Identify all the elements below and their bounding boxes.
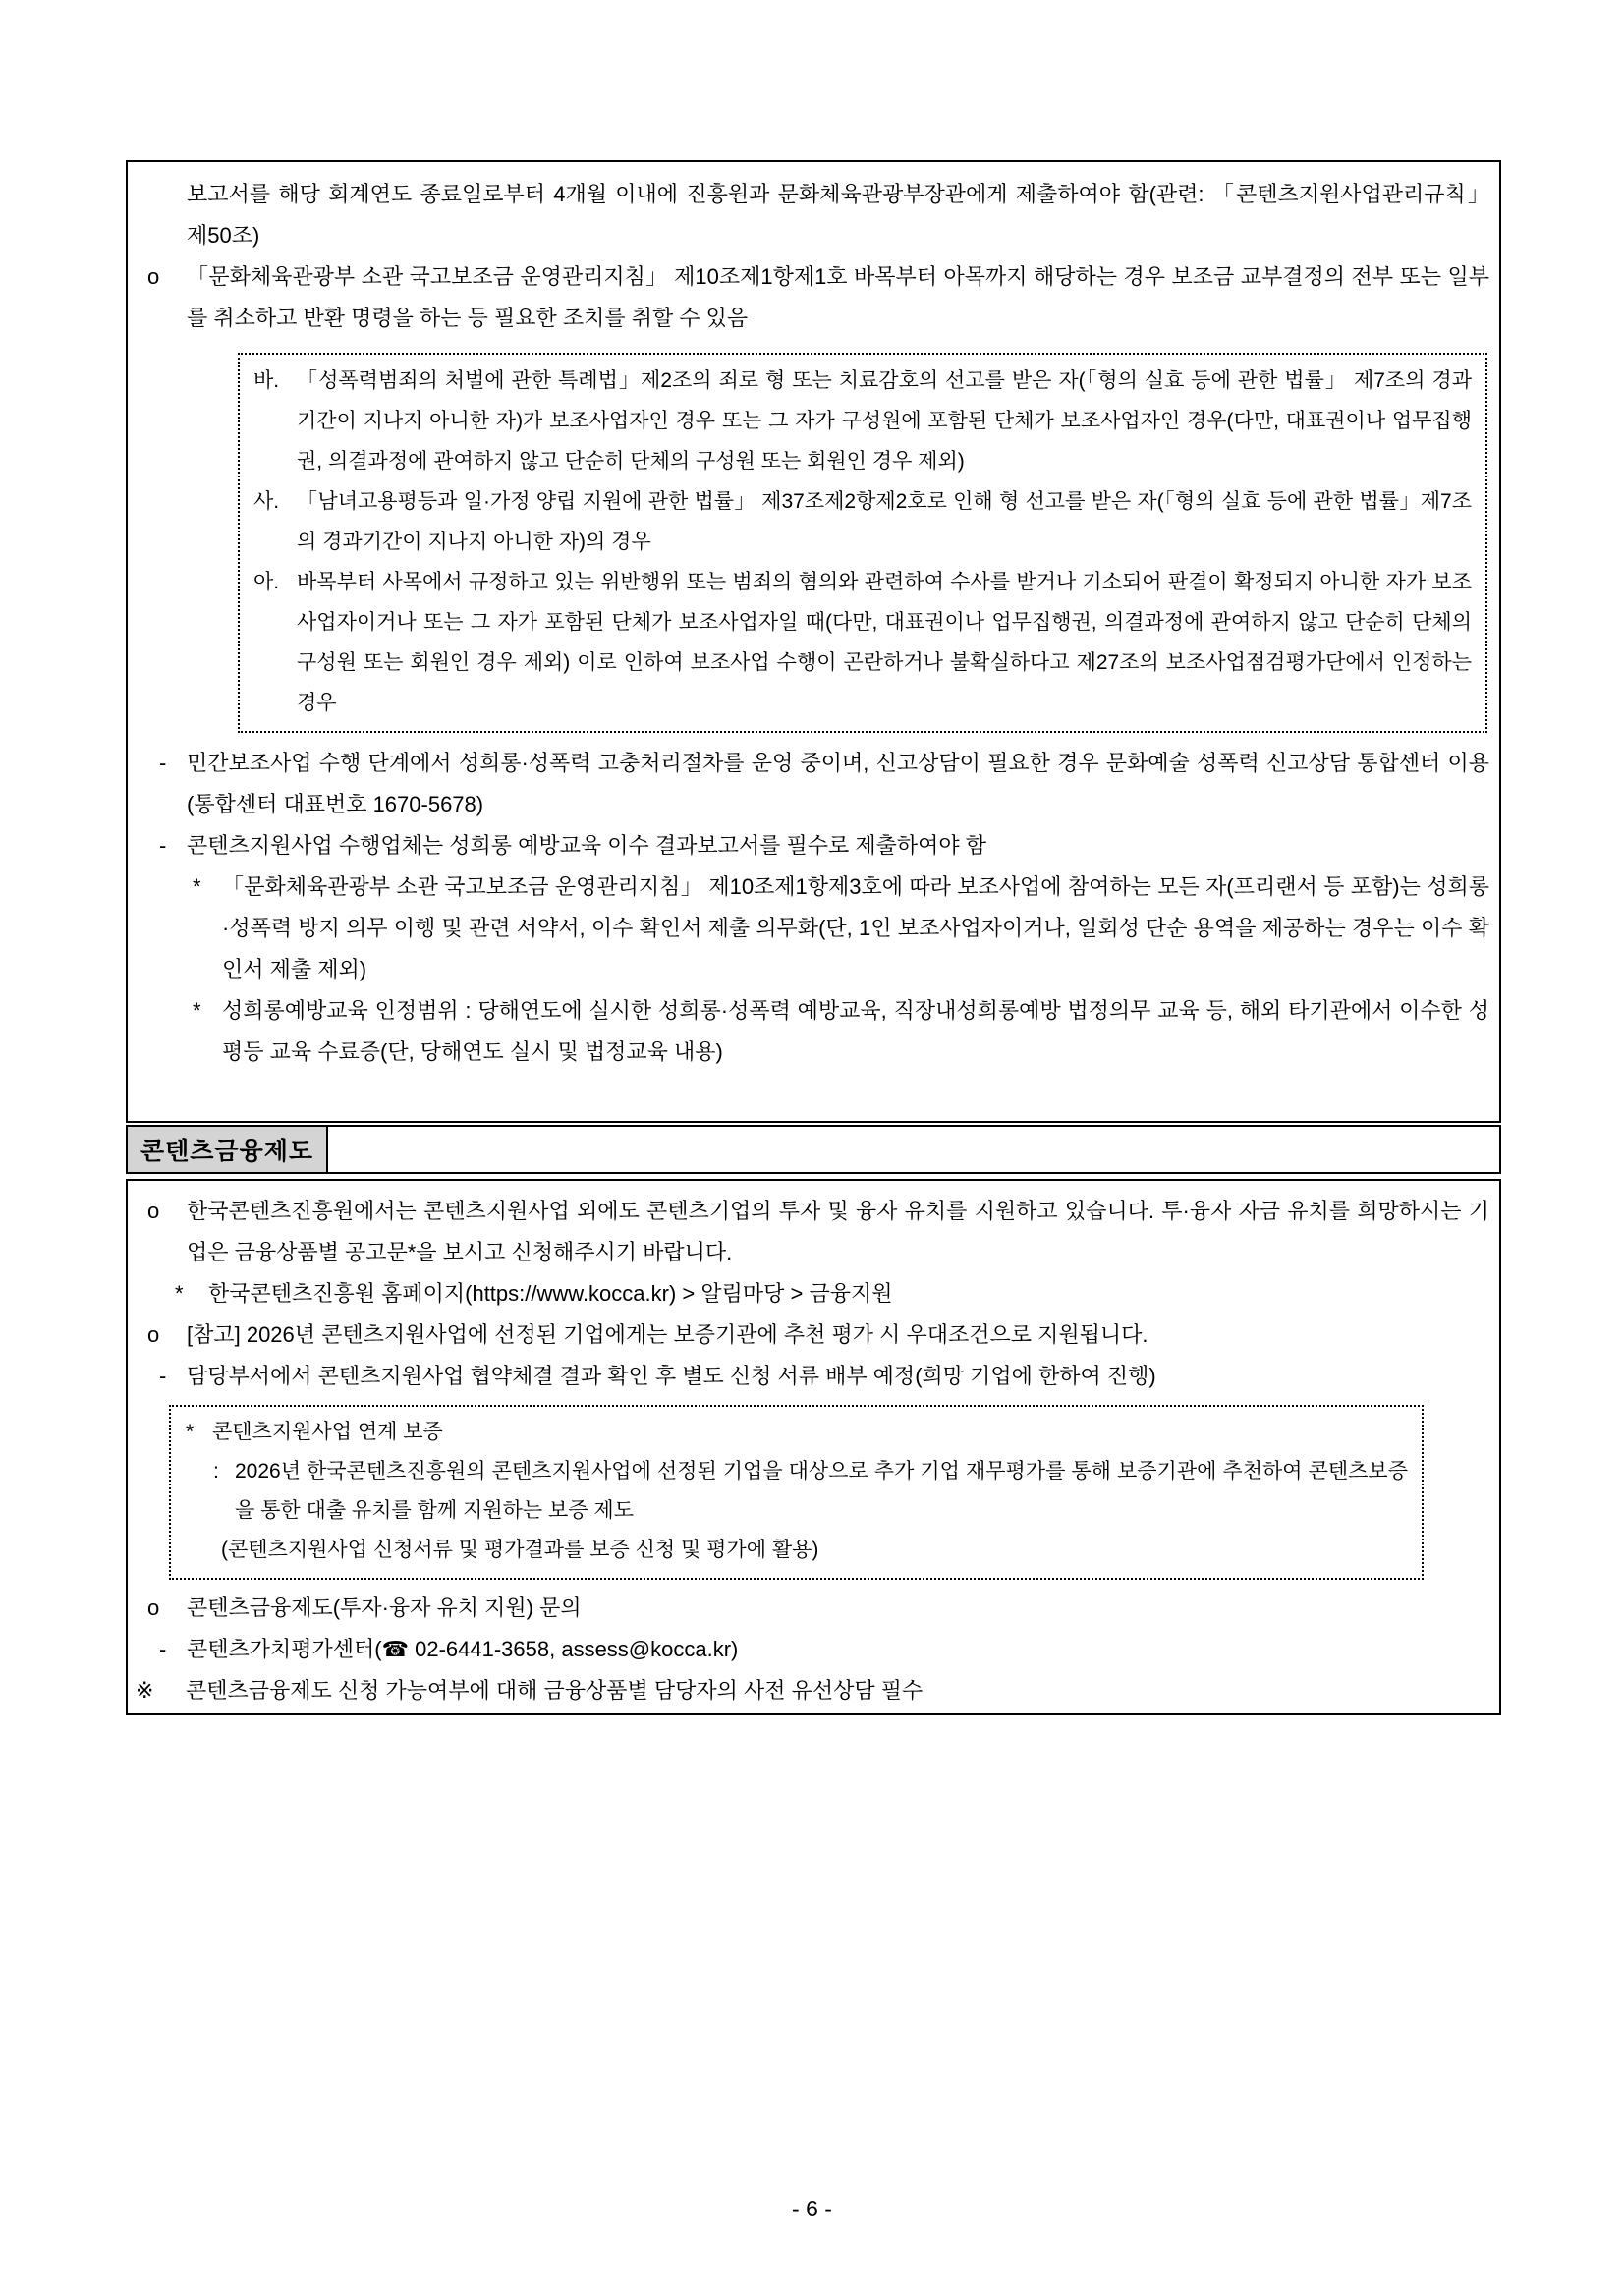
note-text: 바목부터 사목에서 규정하고 있는 위반행위 또는 범죄의 혐의와 관련하여 수사를 받거나 기소되어 판결이 확정되지 아니한 자가 보조사업자이거나 또는 그 자가 포함된 단체가 보조사업자일 때(다만, 대표권이나 업무집행권, 의결과정에 관여하지 않고 단순히 단체의 구성원 또는 회원인 경우 제외) 이로 인하여 보조사업 수행이 곤란하거나 불확실하다고 제27조의 보조사업점검평가단에서 인정하는 경우 (297, 571, 1472, 714)
dash-item-grievance-procedure (147, 743, 1489, 825)
star-text: 「문화체육관광부 소관 국고보조금 운영관리지침」 제10조제1항제3호에 따라 보조사업에 참여하는 모든 자(프리랜서 등 포함)는 성희롱·성폭력 방지 의무 이행 및 관련 서약서, 이수 확인서 제출 의무화(단, 1인 보조사업자이거나, 일회성 단순 용역을 제공하는 경우는 이수 확인서 제출 제외) (222, 874, 1489, 981)
note-marker: 아. (253, 571, 280, 593)
star-text: 한국콘텐츠진흥원 홈페이지(https://www.kocca.kr) > 알림마당 > 금융지원 (208, 1281, 893, 1306)
dash-marker: - (159, 833, 167, 858)
bullet-text: 한국콘텐츠진흥원에서는 콘텐츠지원사업 외에도 콘텐츠기업의 투자 및 융자 유치를 지원하고 있습니다. 투·융자 자금 유치를 희망하시는 기업은 금융상품별 공고문*을 보시고 신청해주시기 바랍니다. (187, 1199, 1489, 1264)
bullet-marker: o (147, 1596, 160, 1620)
note-item-sa (253, 481, 1472, 562)
dash-item-document-distribution (147, 1356, 1489, 1397)
dash-item-education-report (147, 825, 1489, 867)
star-text: 성희롱예방교육 인정범위 : 당해연도에 실시한 성희롱·성폭력 예방교육, 직장내성희롱예방 법정의무 교육 등, 해외 타기관에서 이수한 성평등 교육 수료증(단, 당해연도 실시 및 법정교육 내용) (222, 998, 1489, 1064)
bullet-item-grant-cancellation (147, 256, 1489, 339)
star-marker: * (193, 874, 201, 899)
bullet-item-finance-intro (147, 1191, 1489, 1273)
note-item-ba (253, 361, 1472, 481)
note-text: 콘텐츠지원사업 연계 보증 (212, 1421, 443, 1443)
note-text: (콘텐츠지원사업 신청서류 및 평가결과를 보증 신청 및 평가에 활용) (221, 1539, 819, 1561)
dotted-note-disqualification (238, 353, 1487, 733)
paragraph-text: 보고서를 해당 회계연도 종료일로부터 4개월 이내에 진흥원과 문화체육관광부장관에게 제출하여야 함(관련: 「콘텐츠지원사업관리규칙」 제50조) (187, 182, 1489, 248)
bullet-marker: o (147, 1322, 160, 1347)
note-line-description (186, 1452, 1408, 1531)
note-text: 「남녀고용평등과 일·가정 양립 지원에 관한 법률」 제37조제2항제2호로 인해 형 선고를 받은 자(「형의 실효 등에 관한 법률」제7조의 경과기간이 지나지 아니한 자)의 경우 (297, 490, 1472, 553)
page-number: - 6 - (792, 2196, 832, 2221)
content-finance-box (126, 1179, 1501, 1715)
note-item-a (253, 562, 1472, 723)
dash-marker: - (159, 1637, 167, 1661)
paragraph-report-submission (147, 174, 1489, 256)
bullet-item-finance-contact (147, 1588, 1489, 1629)
note-line-title (186, 1413, 1408, 1452)
star-item-pledge-requirement (147, 867, 1489, 990)
dotted-note-linked-guarantee (169, 1405, 1424, 1580)
dash-text: 민간보조사업 수행 단계에서 성희롱·성폭력 고충처리절차를 운영 중이며, 신고상담이 필요한 경우 문화예술 성폭력 신고상담 통합센터 이용(통합센터 대표번호 1670-5678) (187, 751, 1489, 816)
star-marker: * (186, 1421, 195, 1443)
section-header-cell (128, 1127, 328, 1172)
dash-marker: - (159, 751, 167, 775)
star-item-homepage-path (147, 1273, 1489, 1315)
bullet-marker: o (147, 264, 160, 289)
dash-marker: - (159, 1364, 167, 1388)
note-text: 2026년 한국콘텐츠진흥원의 콘텐츠지원사업에 선정된 기업을 대상으로 추가 기업 재무평가를 통해 보증기관에 추천하여 콘텐츠보증을 통한 대출 유치를 함께 지원하는 보증 제도 (235, 1460, 1408, 1522)
ref-text: 콘텐츠금융제도 신청 가능여부에 대해 금융상품별 담당자의 사전 유선상담 필수 (186, 1678, 924, 1703)
bullet-text: [참고] 2026년 콘텐츠지원사업에 선정된 기업에게는 보증기관에 추천 평가 시 우대조건으로 지원됩니다. (187, 1322, 1148, 1347)
bullet-marker: o (147, 1199, 160, 1223)
reference-marker: ※ (136, 1678, 154, 1703)
note-marker: 바. (253, 369, 280, 392)
contact-text: 콘텐츠가치평가센터(☎ 02-6441-3658, assess@kocca.kr) (187, 1637, 739, 1661)
star-item-education-scope (147, 990, 1489, 1073)
bullet-text: 「문화체육관광부 소관 국고보조금 운영관리지침」 제10조제1항제1호 바목부터 아목까지 해당하는 경우 보조금 교부결정의 전부 또는 일부를 취소하고 반환 명령을 하는 등 필요한 조치를 취할 수 있음 (187, 264, 1489, 330)
subsidy-rules-box (126, 160, 1501, 1123)
section-header-row (126, 1125, 1501, 1174)
bullet-item-reference-2026 (147, 1315, 1489, 1356)
star-marker: * (175, 1281, 184, 1306)
section-title: 콘텐츠금융제도 (140, 1138, 314, 1165)
colon-marker: : (213, 1460, 219, 1483)
note-text: 「성폭력범죄의 처벌에 관한 특례법」제2조의 죄로 형 또는 치료감호의 선고를 받은 자(「형의 실효 등에 관한 법률」 제7조의 경과 기간이 지나지 아니한 자)가 보조사업자인 경우 또는 그 자가 구성원에 포함된 단체가 보조사업자인 경우(다만, 대표권이나 업무집행권, 의결과정에 관여하지 않고 단순히 단체의 구성원 또는 회원인 경우 제외) (297, 369, 1472, 473)
ref-item-phone-consultation (136, 1670, 1489, 1711)
star-marker: * (193, 998, 201, 1023)
dash-text: 콘텐츠지원사업 수행업체는 성희롱 예방교육 이수 결과보고서를 필수로 제출하여야 함 (187, 833, 986, 858)
dash-item-valuation-center-contact (147, 1629, 1489, 1670)
note-line-usage (186, 1531, 1408, 1570)
bullet-text: 콘텐츠금융제도(투자·융자 유치 지원) 문의 (187, 1596, 582, 1620)
note-marker: 사. (253, 490, 280, 513)
dash-text: 담당부서에서 콘텐츠지원사업 협약체결 결과 확인 후 별도 신청 서류 배부 예정(희망 기업에 한하여 진행) (187, 1364, 1156, 1388)
